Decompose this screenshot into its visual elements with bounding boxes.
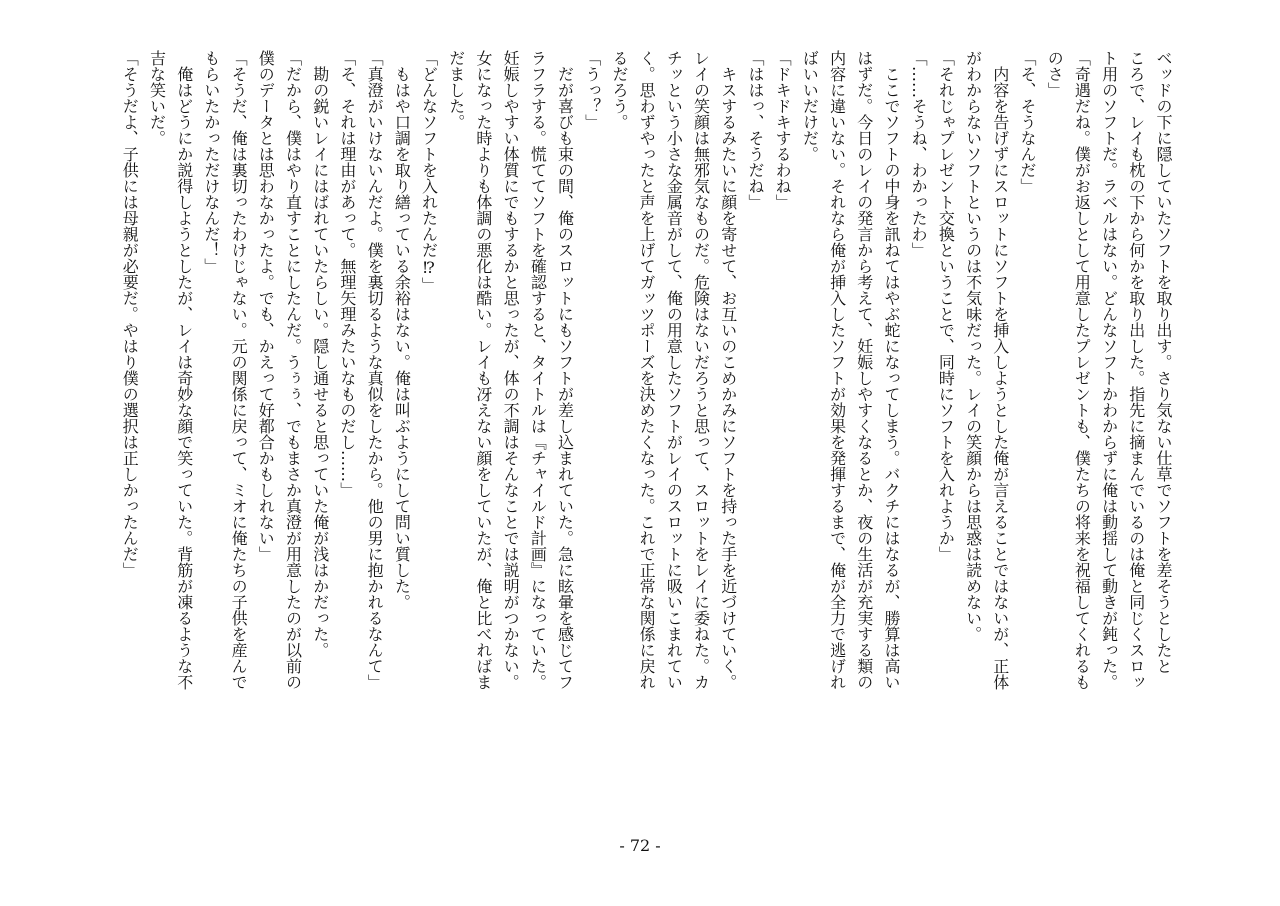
text-line: のさ」	[1045, 50, 1065, 98]
text-line: 僕のデータとは思わなかったよ。でも、かえって好都合かもしれない」	[256, 50, 276, 562]
text-line: レイの笑顔は無邪気なものだ。危険はないだろうと思って、スロットをレイに委ねた。カ	[691, 50, 711, 690]
text-line: がわからないソフトというのは不気味だった。レイの笑顔からは思惑は読めない。	[963, 50, 983, 642]
text-line: 「そ、それは理由があって。無理矢理みたいなものだし……」	[337, 50, 357, 498]
text-line: 「そうだ、俺は裏切ったわけじゃない。元の関係に戻って、ミオに俺たちの子供を産んで	[229, 50, 249, 690]
text-line: 俺はどうにか説得しようとしたが、レイは奇妙な顔で笑っていた。背筋が凍るような不	[174, 50, 194, 690]
text-line: 勘の鋭いレイにはばれていたらしい。隠し通せると思っていた俺が浅はかだった。	[310, 50, 330, 658]
text-line: ころで、レイも枕の下から何かを取り出した。指先に摘まんでいるのは俺と同じくスロッ	[1126, 50, 1146, 690]
text-line: 内容を告げずにスロットにソフトを挿入しようとした俺が言えることではないが、正体	[990, 50, 1010, 690]
text-line: 「ははっ、そうだね」	[745, 50, 765, 210]
text-line: ばいいだけだ。	[800, 50, 820, 162]
text-line: 「だから、僕はやり直すことにしたんだ。うぅぅ、でもまさか真澄が用意したのが以前の	[283, 50, 303, 690]
text-line: キスするみたいに顔を寄せて、お互いのこめかみにソフトを持った手を近づけていく。	[718, 50, 738, 690]
text-line: 「それじゃプレゼント交換ということで、同時にソフトを入れようか」	[936, 50, 956, 562]
text-line: 内容に違いない。それなら俺が挿入したソフトが効果を発揮するまで、俺が全力で逃げれ	[827, 50, 847, 690]
text-line: 「ドキドキするわね」	[773, 50, 793, 210]
text-line: く。思わずやったと声を上げてガッツポーズを決めたくなった。これで正常な関係に戻れ	[637, 50, 657, 690]
text-line: だました。	[446, 50, 466, 130]
text-line: 妊娠しやすい体質にでもするかと思ったが、体の不調はそんなことでは説明がつかない。	[501, 50, 521, 690]
text-line: 吉な笑いだ。	[147, 50, 167, 146]
text-line: 「……そうね、わかったわ」	[909, 50, 929, 258]
text-line: だが喜びも束の間、俺のスロットにもソフトが差し込まれていた。急に眩暈を感じてフ	[555, 50, 575, 690]
page-number: - 72 -	[619, 836, 661, 855]
text-line: チッという小さな金属音がして、俺の用意したソフトがレイのスロットに吸いこまれてい	[664, 50, 684, 690]
text-line: るだろう。	[609, 50, 629, 130]
text-line: もらいたかっただけなんだ！」	[201, 50, 221, 274]
text-line: 「奇遇だね。僕がお返しとして用意したプレゼントも、僕たちの将来を祝福してくれるも	[1072, 50, 1092, 690]
text-line: 「そうだよ、子供には母親が必要だ。やはり僕の選択は正しかったんだ」	[120, 50, 140, 578]
text-line: 「うっ？」	[582, 50, 602, 130]
text-line: 女になった時よりも体調の悪化は酷い。レイも冴えない顔をしていたが、俺と比べればま	[473, 50, 493, 690]
text-line: 「真澄がいけないんだよ。僕を裏切るような真似をしたから。他の男に抱かれるなんて」	[365, 50, 385, 690]
text-line: ラフラする。慌ててソフトを確認すると、タイトルは『チャイルド計画』になっていた。	[528, 50, 548, 690]
text-line: ト用のソフトだ。ラベルはない。どんなソフトかわからずに俺は動揺して動きが鈍った。	[1099, 50, 1119, 690]
text-line: はずだ。今日のレイの発言から考えて、妊娠しやすくなるとか、夜の生活が充実する類の	[854, 50, 874, 690]
body-text	[116, 50, 1177, 695]
text-line: ベッドの下に隠していたソフトを取り出す。さり気ない仕草でソフトを差そうとしたと	[1154, 50, 1173, 674]
text-line: もはや口調を取り繕っている余裕はない。俺は叫ぶようにして問い質した。	[392, 50, 412, 610]
text-line: ここでソフトの中身を訊ねてはやぶ蛇になってしまう。バクチにはなるが、勝算は高い	[881, 50, 901, 690]
text-line: 「そ、そうなんだ」	[1017, 50, 1037, 194]
text-line: 「どんなソフトを入れたんだ⁉」	[419, 50, 439, 293]
